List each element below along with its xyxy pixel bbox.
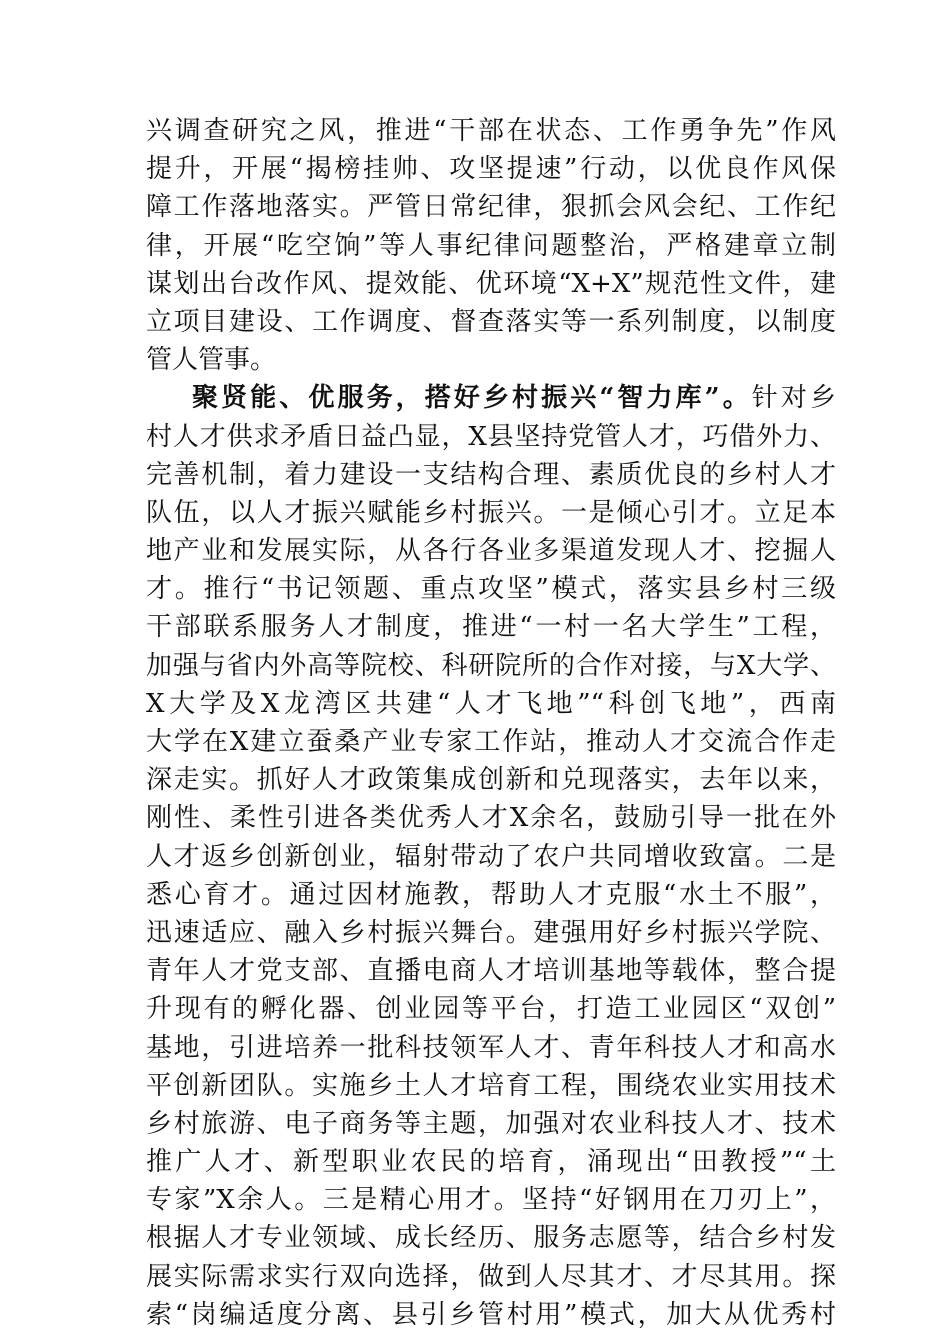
paragraph-heading-rest: 针对乡 [751,383,836,414]
text-line: 平创新团队。实施乡土人才培育工程，围绕农业实用技术 [146,1070,836,1101]
text-line: 障工作落地落实。严管日常纪律，狠抓会风会纪、工作纪 [146,192,836,223]
text-line: 升现有的孵化器、创业园等平台，打造工业园区“双创” [146,994,836,1025]
text-line: 地产业和发展实际，从各行各业多渠道发现人才、挖掘人 [146,536,836,567]
text-line: 立项目建设、工作调度、督查落实等一系列制度，以制度 [146,306,836,337]
paragraph-2 [146,379,836,1334]
text-line: 律，开展“吃空饷”等人事纪律问题整治，严格建章立制 [146,230,836,261]
paragraph-heading-line [146,379,836,417]
text-line: 刚性、柔性引进各类优秀人才X余名，鼓励引导一批在外 [146,803,836,834]
text-line: 村人才供求矛盾日益凸显，X县坚持党管人才，巧借外力、 [146,421,836,452]
text-line: 大学在X建立蚕桑产业专家工作站，推动人才交流合作走 [146,727,836,757]
paragraph-1 [146,112,836,379]
body-text [146,112,836,1334]
text-line: X大学及X龙湾区共建“人才飞地”“科创飞地”，西南 [146,688,836,719]
text-line: 悉心育才。通过因材施教，帮助人才克服“水土不服”， [146,879,836,910]
text-line: 深走实。抓好人才政策集成创新和兑现落实，去年以来， [146,765,836,796]
text-line: 展实际需求实行双向选择，做到人尽其才、才尽其用。探 [146,1261,836,1292]
text-line: 索“岗编适度分离、县引乡管村用”模式，加大从优秀村 [146,1299,836,1330]
text-line: 才。推行“书记领题、重点攻坚”模式，落实县乡村三级 [146,574,836,605]
text-line: 加强与省内外高等院校、科研院所的合作对接，与X大学、 [146,650,836,681]
text-line: 推广人才、新型职业农民的培育，涌现出“田教授”“土 [146,1147,836,1178]
text-line: 队伍，以人才振兴赋能乡村振兴。一是倾心引才。立足本 [146,497,836,528]
text-line: 谋划出台改作风、提效能、优环境“X+X”规范性文件，建 [146,268,836,299]
text-line: 青年人才党支部、直播电商人才培训基地等载体，整合提 [146,956,836,987]
text-line: 乡村旅游、电子商务等主题，加强对农业科技人才、技术 [146,1108,836,1139]
text-line: 完善机制，着力建设一支结构合理、素质优良的乡村人才 [146,459,836,490]
text-line: 人才返乡创新创业，辐射带动了农户共同增收致富。二是 [146,841,836,872]
text-line: 基地，引进培养一批科技领军人才、青年科技人才和高水 [146,1032,836,1063]
text-line: 专家”X余人。三是精心用才。坚持“好钢用在刀刃上”， [146,1185,836,1216]
text-line: 迅速适应、融入乡村振兴舞台。建强用好乡村振兴学院、 [146,917,836,948]
paragraph-heading: 聚贤能、优服务，搭好乡村振兴“智力库”。 [192,383,752,414]
text-line: 根据人才专业领域、成长经历、服务志愿等，结合乡村发 [146,1223,836,1254]
text-line: 干部联系服务人才制度，推进“一村一名大学生”工程， [146,612,836,643]
text-line: 管人管事。 [146,345,277,376]
text-line: 兴调查研究之风，推进“干部在状态、工作勇争先”作风 [146,116,836,146]
text-line: 提升，开展“揭榜挂帅、攻坚提速”行动，以优良作风保 [146,154,836,185]
